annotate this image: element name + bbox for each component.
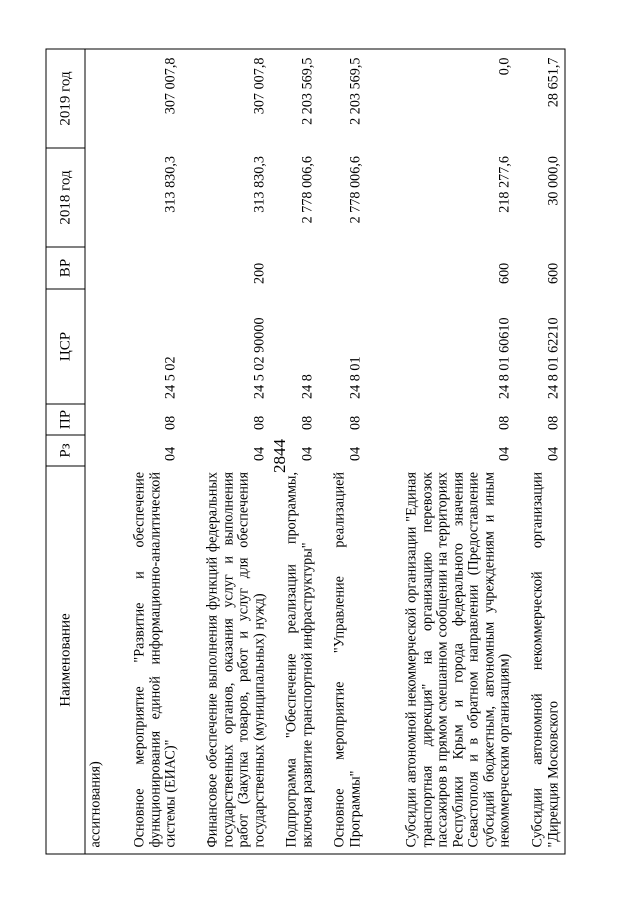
row-csr: 24 8 [299, 374, 316, 399]
row-2018: 30 000,0 [516, 148, 565, 247]
row-name: Субсидии автономной некоммерческой организации "Дирекция Московского [516, 466, 565, 854]
budget-table [46, 49, 566, 855]
row-rz: 04 [516, 435, 565, 466]
row-name: Основное мероприятие "Развитие и обеспечение функционирования единой информационно-аналитической системы (ЕИАС)" [114, 466, 182, 854]
row-rz: 04 [347, 446, 364, 461]
row-2019: 2 203 569,5 [319, 49, 367, 148]
row-2018: 218 277,6 [496, 156, 513, 213]
row-2019: 28 651,7 [516, 49, 565, 148]
table-row [367, 49, 516, 854]
row-csr: 24 5 02 90000 [251, 317, 268, 399]
table-row [319, 49, 367, 854]
row-vr [271, 247, 319, 289]
row-name: Подпрограмма "Обеспечение реализации программы, включая развитие транспортной инфраструктуры" [271, 466, 319, 854]
row-rz: 04 [299, 446, 316, 461]
row-rz: 04 [251, 446, 268, 461]
header-csr: ЦСР [46, 289, 85, 404]
row-vr [319, 247, 367, 289]
row-2018: 313 830,3 [251, 156, 268, 213]
row-2019 [85, 49, 114, 148]
header-vr: ВР [46, 247, 85, 289]
row-pr: 08 [299, 415, 316, 430]
row-pr: 08 [516, 404, 565, 435]
row-csr: 24 8 01 60610 [496, 317, 513, 399]
budget-table-page [46, 50, 566, 855]
header-2019: 2019 год [46, 49, 85, 148]
row-2018: 2 778 006,6 [299, 156, 316, 224]
row-2019: 307 007,8 [182, 49, 271, 148]
table-row [182, 49, 271, 854]
header-2018: 2018 год [46, 148, 85, 247]
table-row [85, 49, 114, 854]
table-row [271, 49, 319, 854]
header-rz: Рз [46, 435, 85, 466]
row-name: Финансовое обеспечение выполнения функций федеральных государственных органов, оказания услуг и выполнения работ (Закупка товаров, работ и услуг для обеспечения государственных (муниципальных) нужд) [182, 466, 271, 854]
table-row [516, 49, 565, 854]
row-rz: 04 [496, 446, 513, 461]
row-pr: 08 [251, 415, 268, 430]
row-vr: 200 [251, 262, 268, 284]
row-name: Основное мероприятие "Управление реализацией Программы" [319, 466, 367, 854]
row-2019: 0,0 [367, 49, 516, 148]
row-2018: 313 830,3 [162, 156, 179, 213]
row-rz [85, 435, 114, 466]
row-csr: 24 5 02 [162, 356, 179, 399]
row-vr [85, 247, 114, 289]
row-rz: 04 [162, 446, 179, 461]
row-pr [85, 404, 114, 435]
row-2019: 2 203 569,5 [271, 49, 319, 148]
row-pr: 08 [162, 415, 179, 430]
row-name: ассигнования) [85, 466, 114, 854]
row-csr: 24 8 01 62210 [516, 289, 565, 404]
table-row [114, 49, 182, 854]
row-2018 [85, 148, 114, 247]
row-2019: 307 007,8 [114, 49, 182, 148]
header-name: Наименование [46, 466, 85, 854]
row-vr: 600 [516, 247, 565, 289]
header-pr: ПР [46, 404, 85, 435]
row-2018: 2 778 006,6 [347, 156, 364, 224]
table-header-row [46, 49, 85, 854]
row-name: Субсидии автономной некоммерческой организации "Единая транспортная дирекция" на организацию перевозок пассажиров в прямом смешанном сообщении на территориях Республики Крым и города федерального значения Севастополя и в обратном направлении (Предоставление субсидий бюджетным, автономным учреждениям и иным некоммерческим организациям) [367, 466, 516, 854]
row-pr: 08 [496, 415, 513, 430]
page-number-text: 2844 [270, 439, 289, 473]
row-csr [85, 289, 114, 404]
row-vr: 600 [496, 262, 513, 284]
row-pr: 08 [347, 415, 364, 430]
row-vr [114, 247, 182, 289]
row-csr: 24 8 01 [347, 356, 364, 399]
